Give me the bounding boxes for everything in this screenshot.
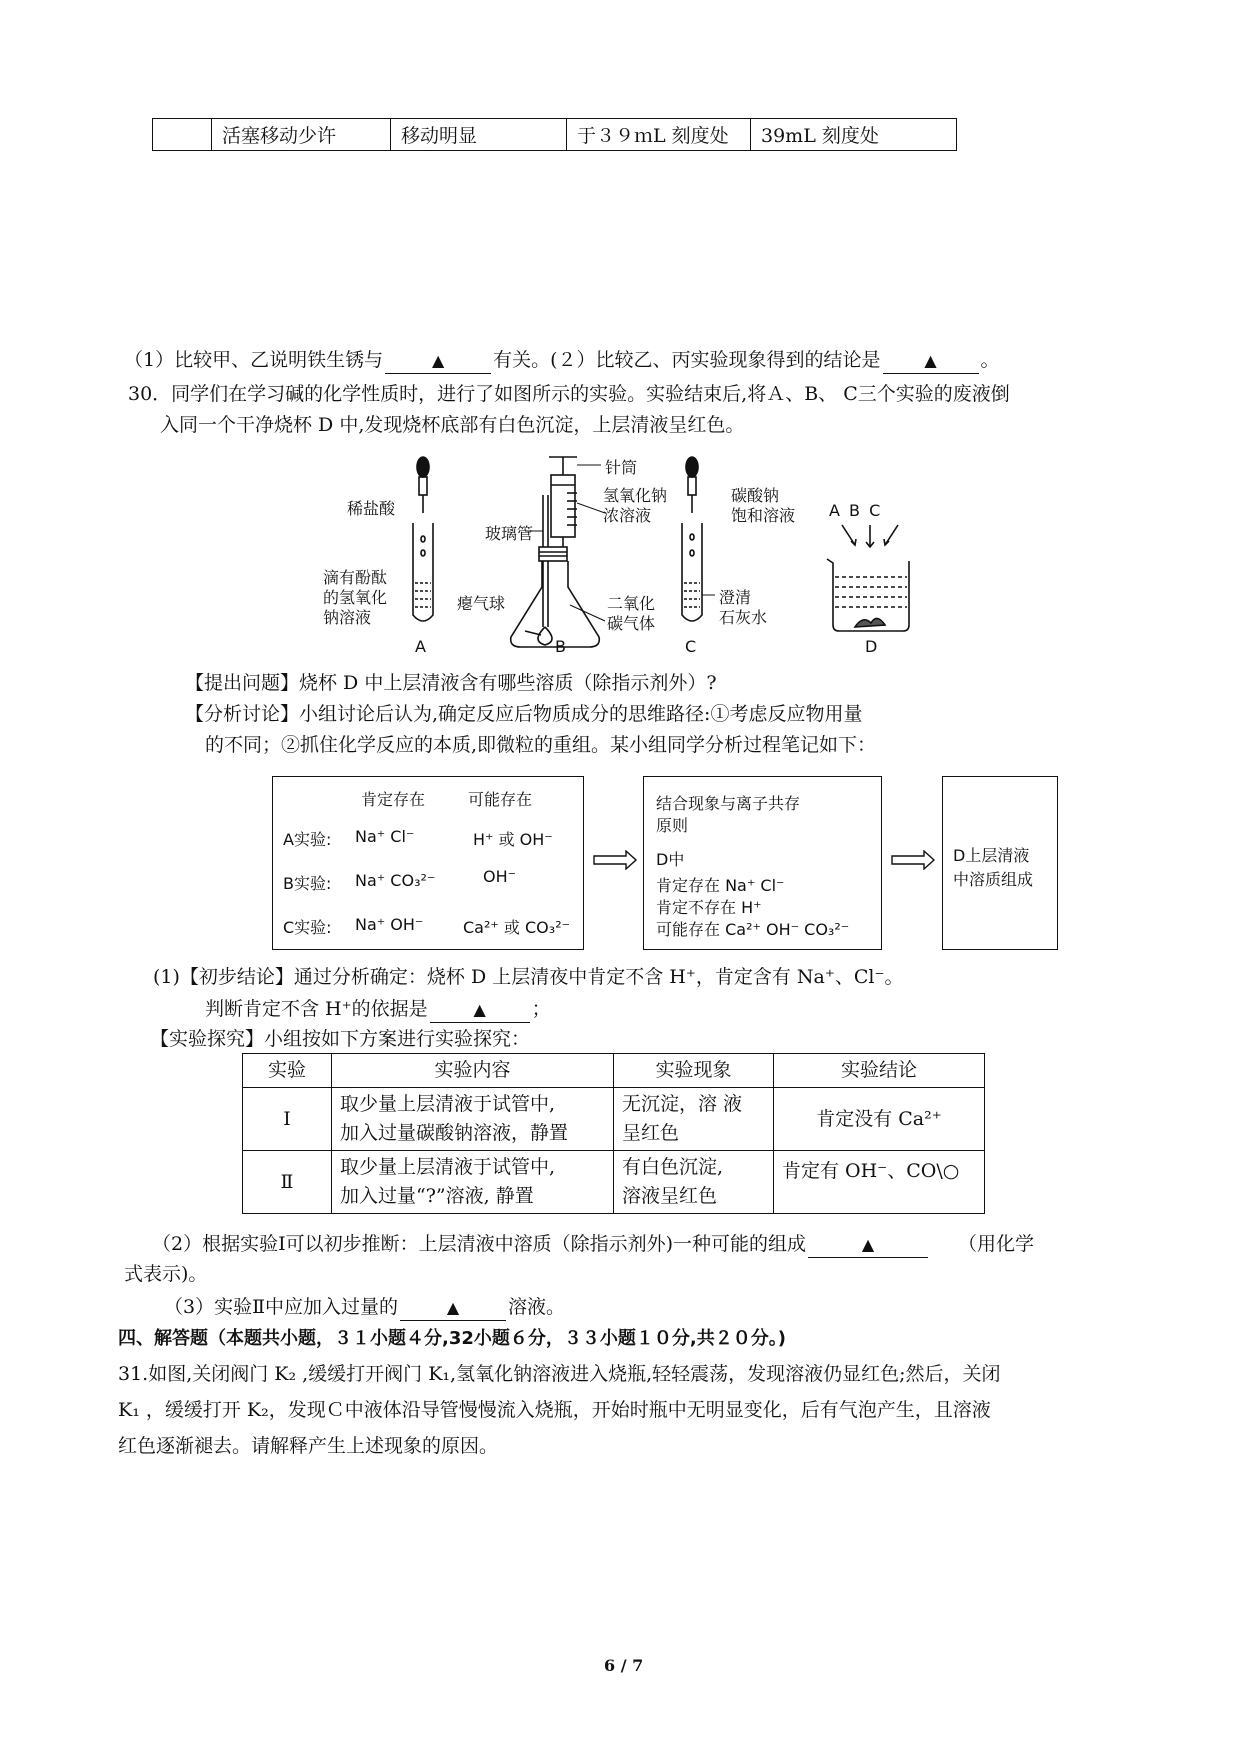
q30-conclusion-line2: 判断肯定不含 H⁺的依据是 ▲ ； [205, 995, 551, 1023]
column-head-sure: 肯定存在 [361, 790, 426, 809]
q31-line2: K₁ ，缓缓打开 K₂，发现Ｃ中液体沿导管慢慢流入烧瓶，开始时瓶中无明显变化，后有气泡产生，且溶液 [118, 1399, 991, 1421]
ions-maybe: OH⁻ [483, 867, 517, 886]
column-head-maybe: 可能存在 [468, 790, 533, 809]
label-B: B [555, 637, 566, 656]
label-co2-gas: 碳气体 [607, 614, 656, 633]
table-cell [153, 119, 212, 151]
label-naoh-concentrated: 氢氧化钠 [603, 486, 668, 505]
table-cell: 于３９ｍL 刻度处 [567, 119, 751, 151]
ions-maybe: H⁺ 或 OH⁻ [473, 830, 553, 849]
label-deflated-balloon: 瘪气球 [457, 594, 506, 613]
row-label: C实验: [283, 918, 332, 937]
answer-blank[interactable]: ▲ [400, 1295, 506, 1321]
table-header: 实验 [243, 1054, 332, 1088]
table-row: Ⅰ 取少量上层清液于试管中, 加入过量碳酸钠溶液，静置 无沉淀，溶 液 呈红色 肯定没有 Ca²⁺ [243, 1088, 985, 1151]
label-co2-gas: 二氧化 [607, 594, 656, 613]
experiment-table [242, 1053, 985, 1214]
q30-analysis-line1: 【分析讨论】小组讨论后认为,确定反应后物质成分的思维路径:①考虑反应物用量 [185, 703, 863, 725]
section-title: 四、解答题（本题共小题，３１小题４分,32小题６分，３３小题１０分,共２０分。) [118, 1328, 786, 1349]
label-limewater: 澄清 [719, 588, 752, 607]
page-number: 6 / 7 [604, 1656, 644, 1675]
table-cell: 39mL 刻度处 [751, 119, 957, 151]
q31-line3: 红色逐渐褪去。请解释产生上述现象的原因。 [118, 1435, 499, 1457]
ions-sure: Na⁺ CO₃²⁻ [355, 871, 436, 890]
q30-intro-line1: 30．同学们在学习碱的化学性质时，进行了如图所示的实验。实验结束后,将Ａ、B、 C三个实验的废液倒 [128, 383, 1010, 405]
answer-blank[interactable]: ▲ [385, 348, 491, 374]
label-C: C [685, 637, 697, 656]
label-phenolphthalein-naoh: 钠溶液 [323, 608, 372, 627]
label-D: D [865, 637, 878, 656]
table-header: 实验内容 [332, 1054, 614, 1088]
table-header: 实验现象 [614, 1054, 774, 1088]
label-glass-tube: 玻璃管 [485, 524, 534, 543]
ions-sure: Na⁺ Cl⁻ [355, 827, 415, 846]
label-phenolphthalein-naoh: 滴有酚酞 [323, 568, 388, 587]
table-cell: 移动明显 [391, 119, 567, 151]
q30-analysis-line2: 的不同；②抓住化学反应的本质,即微粒的重组。某小组同学分析过程笔记如下： [205, 734, 877, 756]
table-header: 实验结论 [774, 1054, 985, 1088]
q30-part3: （3）实验Ⅱ中应加入过量的 ▲ 溶液。 [164, 1293, 565, 1321]
ions-sure: Na⁺ OH⁻ [355, 915, 424, 934]
q30-explore: 【实验探究】小组按如下方案进行实验探究： [150, 1028, 531, 1050]
label-syringe: 针筒 [605, 458, 638, 477]
row-label: B实验: [283, 874, 332, 893]
q31-line1: 31.如图,关闭阀门 K₂ ,缓缓打开阀门 K₁,氢氧化钠溶液进入烧瓶,轻轻震荡，发现溶液仍显红色;然后，关闭 [118, 1363, 1001, 1385]
table-row: Ⅱ 取少量上层清液于试管中, 加入过量“?”溶液, 静置 有白色沉淀, 溶液呈红色 肯定有 OH⁻、CO\○ [243, 1151, 985, 1214]
answer-blank[interactable]: ▲ [430, 997, 530, 1023]
q30-part2-line1: （2）根据实验Ⅰ可以初步推断：上层清液中溶质（除指示剂外)一种可能的组成 ▲ （用化学 [152, 1230, 1034, 1258]
label-D-arrows: A B C [829, 501, 883, 520]
table-cell: 活塞移动少许 [212, 119, 391, 151]
q29-line: （1）比较甲、乙说明铁生锈与 ▲ 有关。(２）比较乙、丙实验现象得到的结论是 ▲ 。 [124, 346, 1000, 374]
answer-blank[interactable]: ▲ [808, 1232, 928, 1258]
double-arrow-icon [890, 850, 936, 870]
label-sodium-carbonate: 饱和溶液 [731, 506, 796, 525]
q30-part2-line2: 式表示)。 [124, 1263, 208, 1285]
label-dilute-hcl: 稀盐酸 [347, 499, 396, 518]
experiment-figure [315, 455, 925, 660]
q30-question: 【提出问题】烧杯 D 中上层清液含有哪些溶质（除指示剂外）? [185, 672, 717, 694]
combined-analysis-box: 结合现象与离子共存 原则 D中 肯定存在 Na⁺ Cl⁻ 肯定不存在 H⁺ 可能存在 Ca²⁺ OH⁻ CO₃²⁻ [643, 776, 882, 950]
solute-composition-box: D上层清液 中溶质组成 [942, 776, 1058, 950]
ions-maybe: Ca²⁺ 或 CO₃²⁻ [463, 918, 571, 937]
ion-analysis-box [272, 776, 584, 950]
label-naoh-concentrated: 浓溶液 [603, 506, 652, 525]
row-label: A实验: [283, 830, 332, 849]
label-phenolphthalein-naoh: 的氢氧化 [323, 588, 388, 607]
double-arrow-icon [592, 850, 638, 870]
q30-conclusion-line1: (1)【初步结论】通过分析确定：烧杯 D 上层清夜中肯定不含 H⁺，肯定含有 Na⁺、Cl⁻。 [153, 966, 904, 988]
q30-intro-line2: 入同一个干净烧杯 D 中,发现烧杯底部有白色沉淀，上层清液呈红色。 [160, 414, 745, 436]
label-A: A [415, 637, 426, 656]
label-sodium-carbonate: 碳酸钠 [731, 486, 780, 505]
answer-blank[interactable]: ▲ [883, 348, 979, 374]
results-table-fragment [152, 118, 957, 151]
label-limewater: 石灰水 [719, 608, 768, 627]
